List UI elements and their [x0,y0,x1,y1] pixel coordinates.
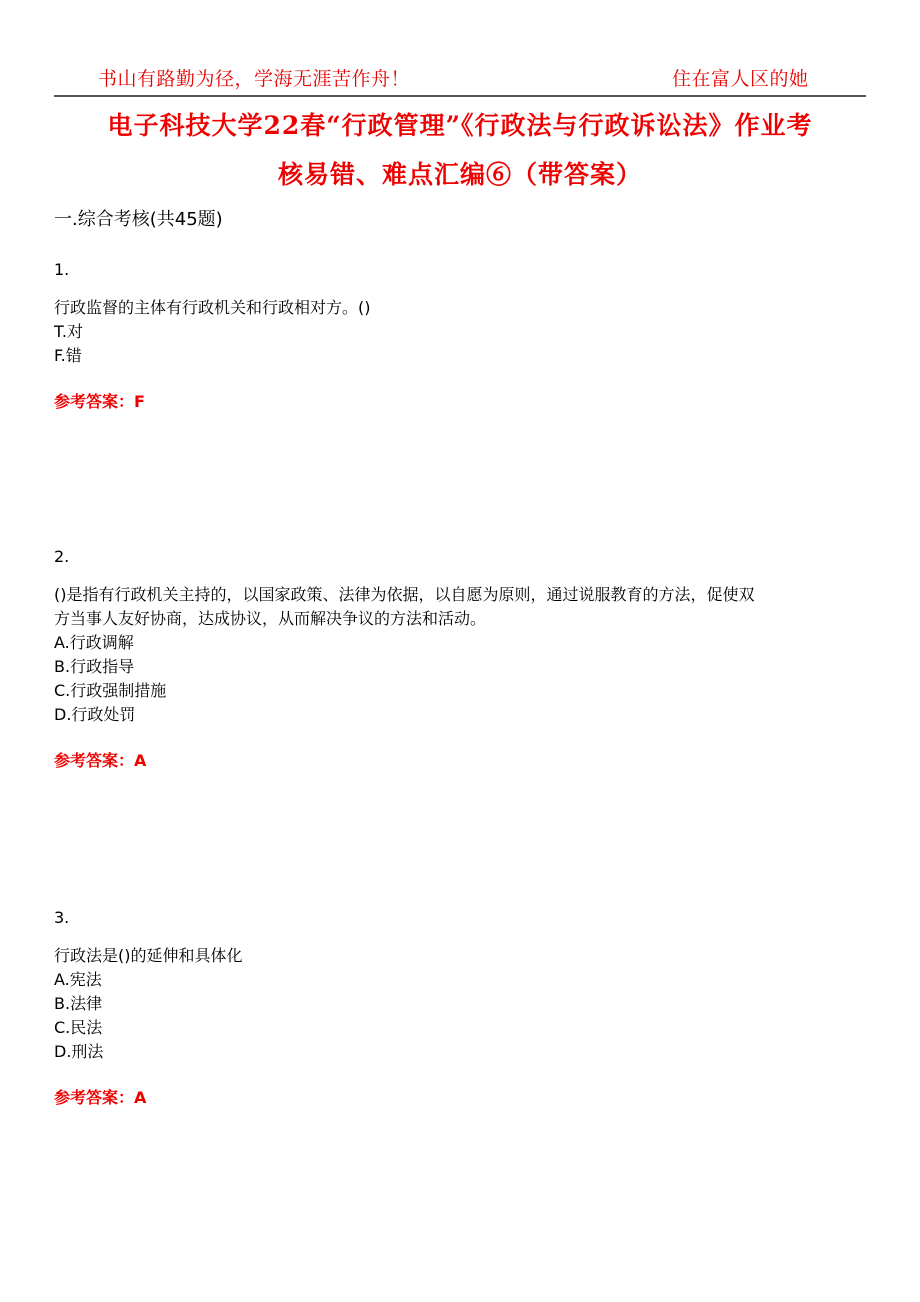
section-heading: 一.综合考核(共45题) [54,209,223,230]
question-number: 3. [54,908,70,927]
option-d: D.行政处罚 [54,705,136,724]
option-f: F.错 [54,346,82,365]
question-2 [54,545,874,773]
option-b: B.行政指导 [54,657,135,676]
option-a: A.宪法 [54,970,102,989]
option-c: C.行政强制措施 [54,681,167,700]
question-stem: 行政监督的主体有行政机关和行政相对方。() [54,298,371,317]
question-1 [54,258,874,414]
reference-answer: 参考答案：A [54,1088,147,1107]
header-motto: 书山有路勤为径，学海无涯苦作舟！ [98,68,411,90]
option-b: B.法律 [54,994,103,1013]
header-author: 住在富人区的她 [672,68,809,90]
question-3 [54,906,874,1110]
reference-answer: 参考答案：F [54,392,145,411]
reference-answer: 参考答案：A [54,751,147,770]
document-title-line-2: 核易错、难点汇编⑥（带答案） [277,160,642,189]
question-number: 1. [54,260,70,279]
question-stem-line-1: ()是指有行政机关主持的，以国家政策、法律为依据，以自愿为原则，通过说服教育的方法，促使双 [54,585,755,604]
document-title-line-1: 电子科技大学22春“行政管理”《行政法与行政诉讼法》作业考 [107,111,813,140]
header-divider [54,95,866,97]
option-d: D.刑法 [54,1042,104,1061]
question-stem-line-2: 方当事人友好协商，达成协议，从而解决争议的方法和活动。 [54,609,487,628]
question-number: 2. [54,547,70,566]
question-stem: 行政法是()的延伸和具体化 [54,946,243,965]
page-header [0,64,920,96]
option-t: T.对 [54,322,83,341]
option-c: C.民法 [54,1018,103,1037]
option-a: A.行政调解 [54,633,134,652]
